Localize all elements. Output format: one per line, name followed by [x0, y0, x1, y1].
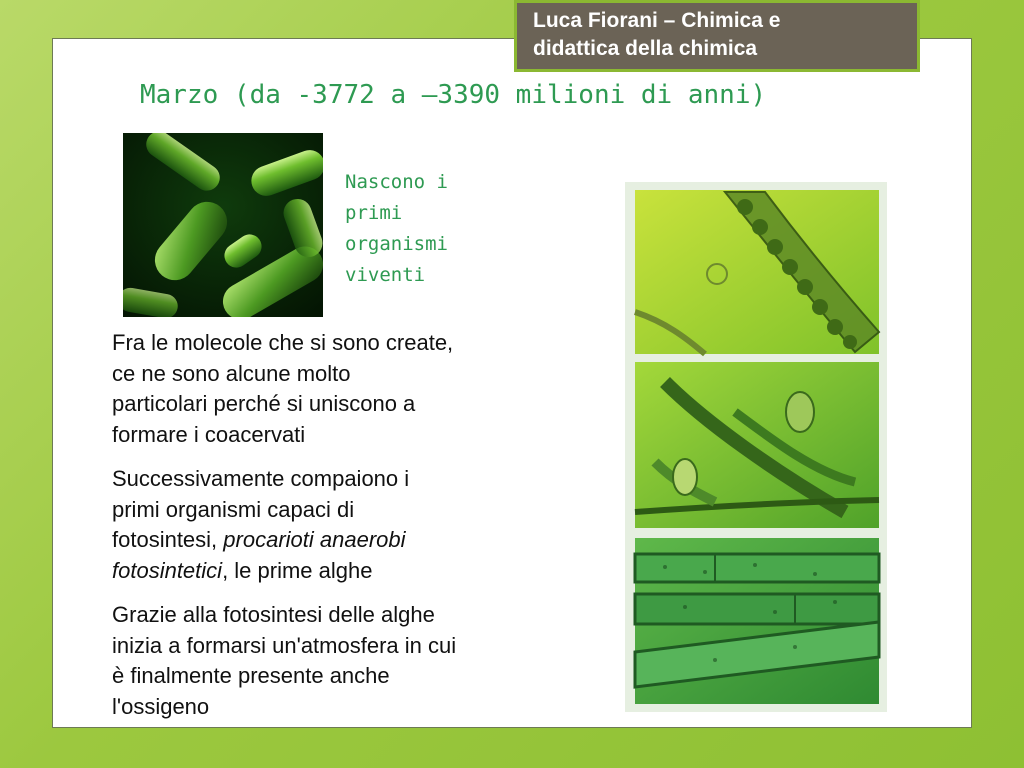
text-line [112, 556, 562, 587]
text-line: è finalmente presente anche [112, 663, 390, 688]
author-line-2: didattica della chimica [533, 37, 758, 60]
text-line: ce ne sono alcune molto [112, 360, 351, 386]
text-plain: fotosintesi, [112, 527, 224, 552]
text-line: Successivamente compaiono i [112, 466, 410, 491]
algae-image [625, 182, 887, 712]
slide-title: Marzo (da -3772 a –3390 milioni di anni) [140, 80, 767, 110]
author-box [514, 0, 920, 72]
bacteria-image [123, 133, 323, 317]
text-line: Grazie alla fotosintesi delle alghe [112, 602, 435, 627]
text-line: inizia a formarsi un'atmosfera in cui [112, 632, 457, 658]
author-line-1: Luca Fiorani – Chimica e [533, 9, 781, 32]
paragraph-ossigeno [112, 600, 562, 722]
text-line [112, 525, 562, 556]
note-line: viventi [345, 264, 426, 286]
note-text [345, 167, 485, 291]
note-line: Nascono i [345, 171, 448, 193]
text-italic: procarioti anaerobi [223, 527, 406, 552]
text-line: particolari perché si uniscono a [112, 391, 416, 416]
note-line: organismi [345, 233, 448, 255]
note-line: primi [345, 202, 403, 224]
paragraph-fotosintesi [112, 464, 562, 586]
text-italic: fotosintetici [112, 557, 223, 583]
text-line: l'ossigeno [112, 693, 210, 719]
body-text [112, 328, 562, 736]
text-line: primi organismi capaci di [112, 496, 355, 522]
paragraph-coacervati [112, 328, 562, 450]
text-line: formare i coacervati [112, 421, 306, 447]
text-line: Fra le molecole che si sono create, [112, 330, 454, 355]
text-plain: , le prime alghe [222, 557, 373, 583]
